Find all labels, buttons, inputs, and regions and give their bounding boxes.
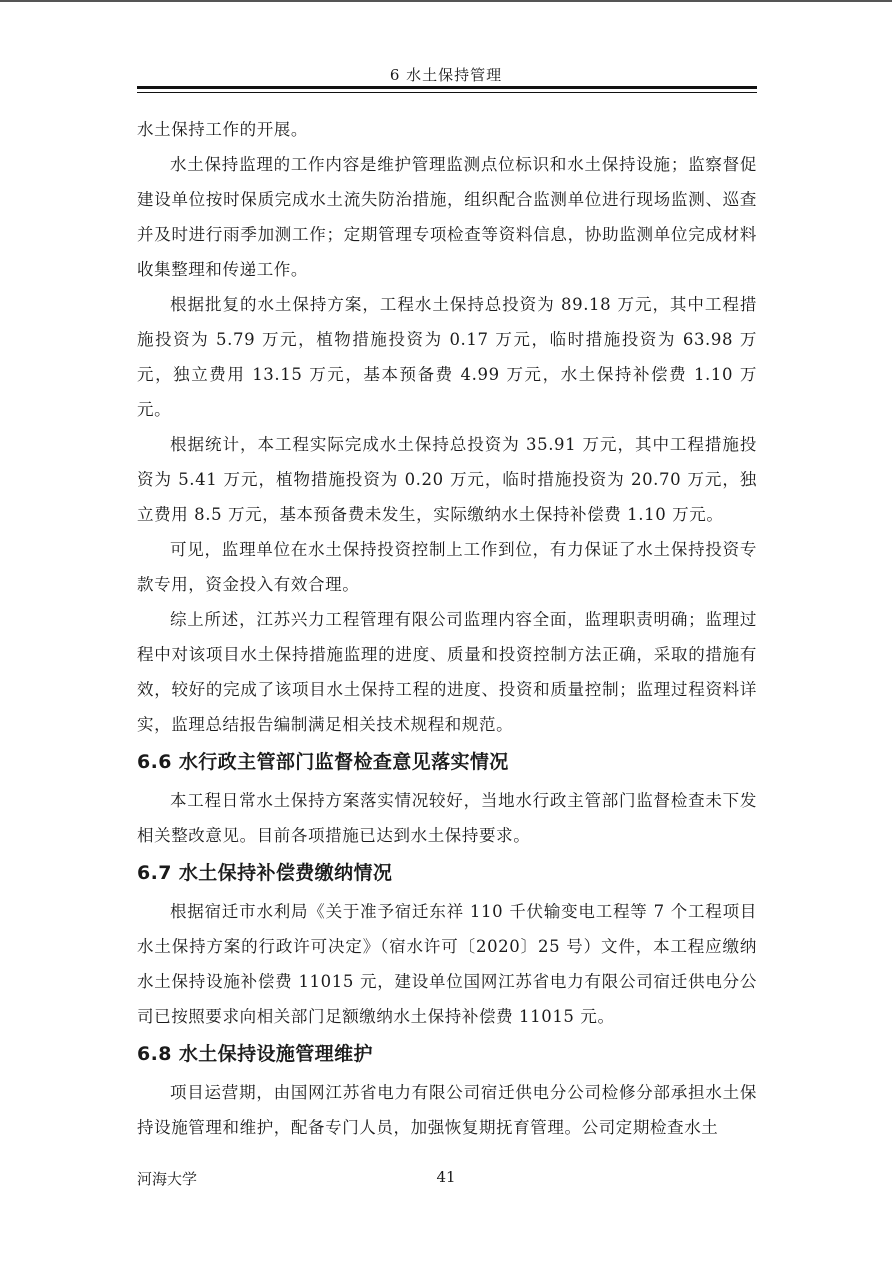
paragraph: 根据宿迁市水利局《关于准予宿迁东祥 110 千伏输变电工程等 7 个工程项目水土保持方案的行政许可决定》（宿水许可〔2020〕25 号）文件，本工程应缴纳水土保持设施补偿费 11015 元，建设单位国网江苏省电力有限公司宿迁供电分公司已按照要求向相关部门足额缴纳水土保持补偿费 11015 元。 <box>137 902 757 1026</box>
paragraph: 项目运营期，由国网江苏省电力有限公司宿迁供电分公司检修分部承担水土保持设施管理和维护，配备专门人员，加强恢复期抚育管理。公司定期检查水土 <box>137 1083 757 1137</box>
running-header: 6 水土保持管理 <box>389 66 503 84</box>
header-rule-thin <box>137 92 757 93</box>
paragraph: 根据统计，本工程实际完成水土保持总投资为 35.91 万元，其中工程措施投资为 5.41 万元，植物措施投资为 0.20 万元，临时措施投资为 20.70 万元，独立费用 8.5 万元，基本预备费未发生，实际缴纳水土保持补偿费 1.10 万元。 <box>137 435 757 524</box>
section-heading-6-8: 6.8 水土保持设施管理维护 <box>137 1043 373 1065</box>
page-number: 41 <box>436 1168 456 1186</box>
paragraph: 水土保持监理的工作内容是维护管理监测点位标识和水土保持设施；监察督促建设单位按时保质完成水土流失防治措施，组织配合监测单位进行现场监测、巡查并及时进行雨季加测工作；定期管理专项检查等资料信息，协助监测单位完成材料收集整理和传递工作。 <box>137 155 757 279</box>
header-rule-thick <box>137 86 757 89</box>
paragraph: 根据批复的水土保持方案，工程水土保持总投资为 89.18 万元，其中工程措施投资为 5.79 万元，植物措施投资为 0.17 万元，临时措施投资为 63.98 万元，独立费用 13.15 万元，基本预备费 4.99 万元，水土保持补偿费 1.10 万元。 <box>137 295 757 419</box>
paragraph: 可见，监理单位在水土保持投资控制上工作到位，有力保证了水土保持投资专款专用，资金投入有效合理。 <box>137 540 757 594</box>
paragraph: 综上所述，江苏兴力工程管理有限公司监理内容全面，监理职责明确；监理过程中对该项目水土保持措施监理的进度、质量和投资控制方法正确，采取的措施有效，较好的完成了该项目水土保持工程的进度、投资和质量控制；监理过程资料详实，监理总结报告编制满足相关技术规程和规范。 <box>137 610 757 734</box>
paragraph: 本工程日常水土保持方案落实情况较好，当地水行政主管部门监督检查未下发相关整改意见。目前各项措施已达到水土保持要求。 <box>137 791 757 845</box>
section-heading-6-6: 6.6 水行政主管部门监督检查意见落实情况 <box>137 751 509 773</box>
section-heading-6-7: 6.7 水土保持补偿费缴纳情况 <box>137 862 393 884</box>
paragraph: 水土保持工作的开展。 <box>137 120 308 139</box>
page-top-border <box>0 0 892 2</box>
page-body <box>137 112 757 1145</box>
footer-organization: 河海大学 <box>137 1170 198 1188</box>
